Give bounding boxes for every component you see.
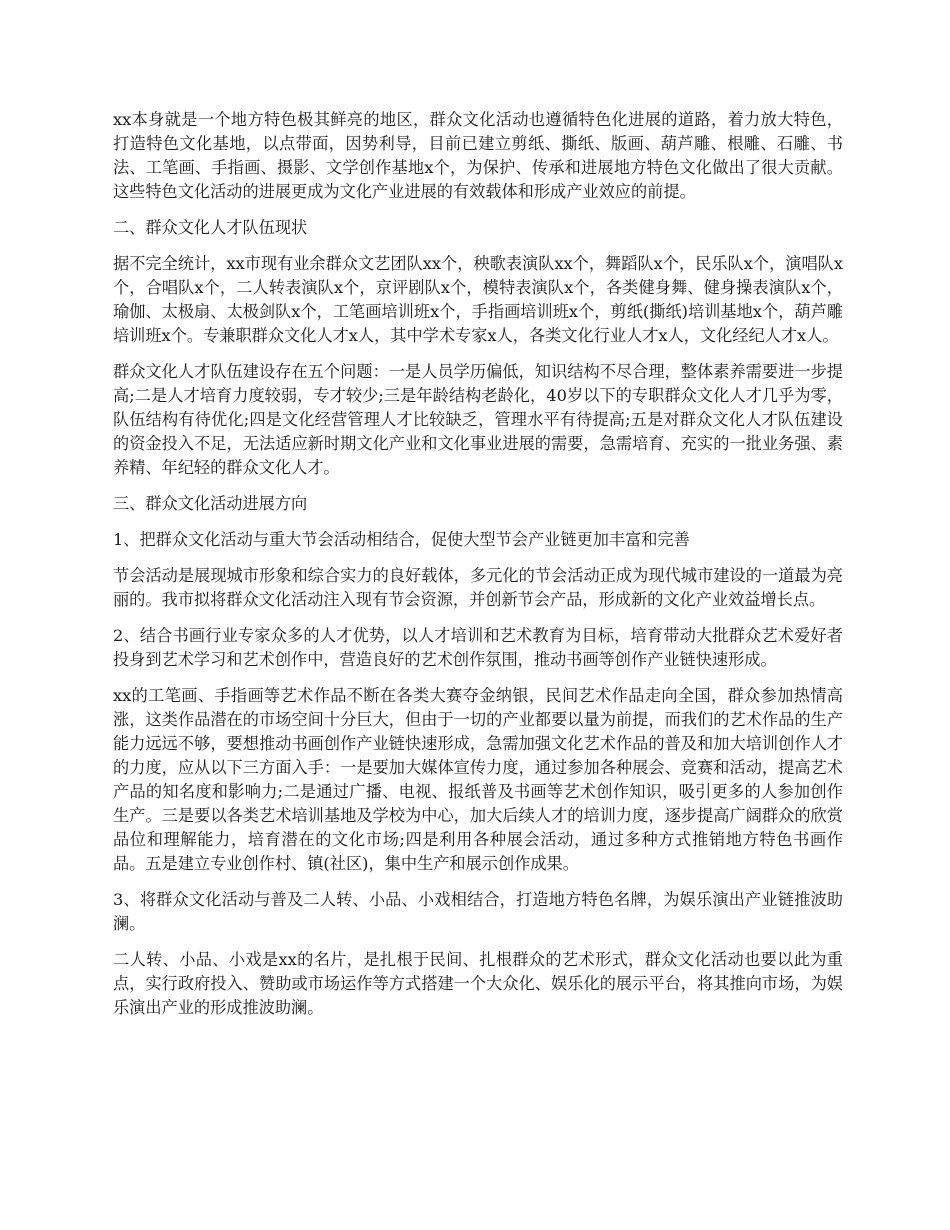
section-heading-talent-status: 二、群众文化人才队伍现状 [113,218,308,237]
talent-problems-paragraph: 群众文化人才队伍建设存在五个问题：一是人员学历偏低，知识结构不尽合理，整体素养需要进一步提高;二是人才培育力度较弱，专才较少;三是年龄结构老龄化，40岁以下的专职群众文化人才几乎为零，队伍结构有待优化;四是文化经营管理人才比较缺乏，管理水平有待提高;五是对群众文化人才队伍建设的资金投入不足，无法适应新时期文化产业和文化事业进展的需要，急需培育、充实的一批业务强、素养精、年纪轻的群众文化人才。 [113,362,843,477]
direction-1-heading: 1、把群众文化活动与重大节会活动相结合，促使大型节会产业链更加丰富和完善 [113,530,690,549]
document-page [113,108,843,1032]
direction-3-paragraph: 3、将群众文化活动与普及二人转、小品、小戏相结合，打造地方特色名牌，为娱乐演出产业链推波助澜。 [113,890,843,933]
intro-paragraph: xx本身就是一个地方特色极其鲜亮的地区，群众文化活动也遵循特色化进展的道路，着力放大特色，打造特色文化基地，以点带面，因势利导，目前已建立剪纸、撕纸、版画、葫芦雕、根雕、石雕、书法、工笔画、手指画、摄影、文学创作基地x个，为保护、传承和进展地方特色文化做出了很大贡献。这些特色文化活动的进展更成为文化产业进展的有效载体和形成产业效应的前提。 [113,110,843,201]
talent-statistics-paragraph: 据不完全统计，xx市现有业余群众文艺团队xx个，秧歌表演队xx个，舞蹈队x个，民乐队x个，演唱队x个，合唱队x个，二人转表演队x个，京评剧队x个，模特表演队x个，各类健身舞、健身操表演队x个，瑜伽、太极扇、太极剑队x个，工笔画培训班x个，手指画培训班x个，剪纸(撕纸)培训基地x个，葫芦雕培训班x个。专兼职群众文化人才x人，其中学术专家x人，各类文化行业人才x人，文化经纪人才x人。 [113,254,843,345]
art-works-paragraph: xx的工笔画、手指画等艺术作品不断在各类大赛夺金纳银，民间艺术作品走向全国，群众参加热情高涨，这类作品潜在的市场空间十分巨大，但由于一切的产业都要以量为前提，而我们的艺术作品的生产能力远远不够，要想推动书画创作产业链快速形成，急需加强文化艺术作品的普及和加大培训创作人才的力度，应从以下三方面入手：一是要加大媒体宣传力度，通过参加各种展会、竞赛和活动，提高艺术产品的知名度和影响力;二是通过广播、电视、报纸普及书画等艺术创作知识，吸引更多的人参加创作生产。三是要以各类艺术培训基地及学校为中心，加大后续人才的培训力度，逐步提高广阔群众的欣赏品位和理解能力，培育潜在的文化市场;四是利用各种展会活动，通过多种方式推销地方特色书画作品。五是建立专业创作村、镇(社区)，集中生产和展示创作成果。 [113,686,843,873]
section-heading-development-direction: 三、群众文化活动进展方向 [113,494,308,513]
direction-2-paragraph: 2、结合书画行业专家众多的人才优势，以人才培训和艺术教育为目标，培育带动大批群众艺术爱好者投身到艺术学习和艺术创作中，营造良好的艺术创作氛围，推动书画等创作产业链快速形成。 [113,626,843,669]
festival-paragraph: 节会活动是展现城市形象和综合实力的良好载体，多元化的节会活动正成为现代城市建设的一道最为亮丽的。我市拟将群众文化活动注入现有节会资源，并创新节会产品，形成新的文化产业效益增长点。 [113,566,843,609]
errenzhuan-paragraph: 二人转、小品、小戏是xx的名片，是扎根于民间、扎根群众的艺术形式，群众文化活动也要以此为重点，实行政府投入、赞助或市场运作等方式搭建一个大众化、娱乐化的展示平台，将其推向市场，为娱乐演出产业的形成推波助澜。 [113,950,843,1017]
